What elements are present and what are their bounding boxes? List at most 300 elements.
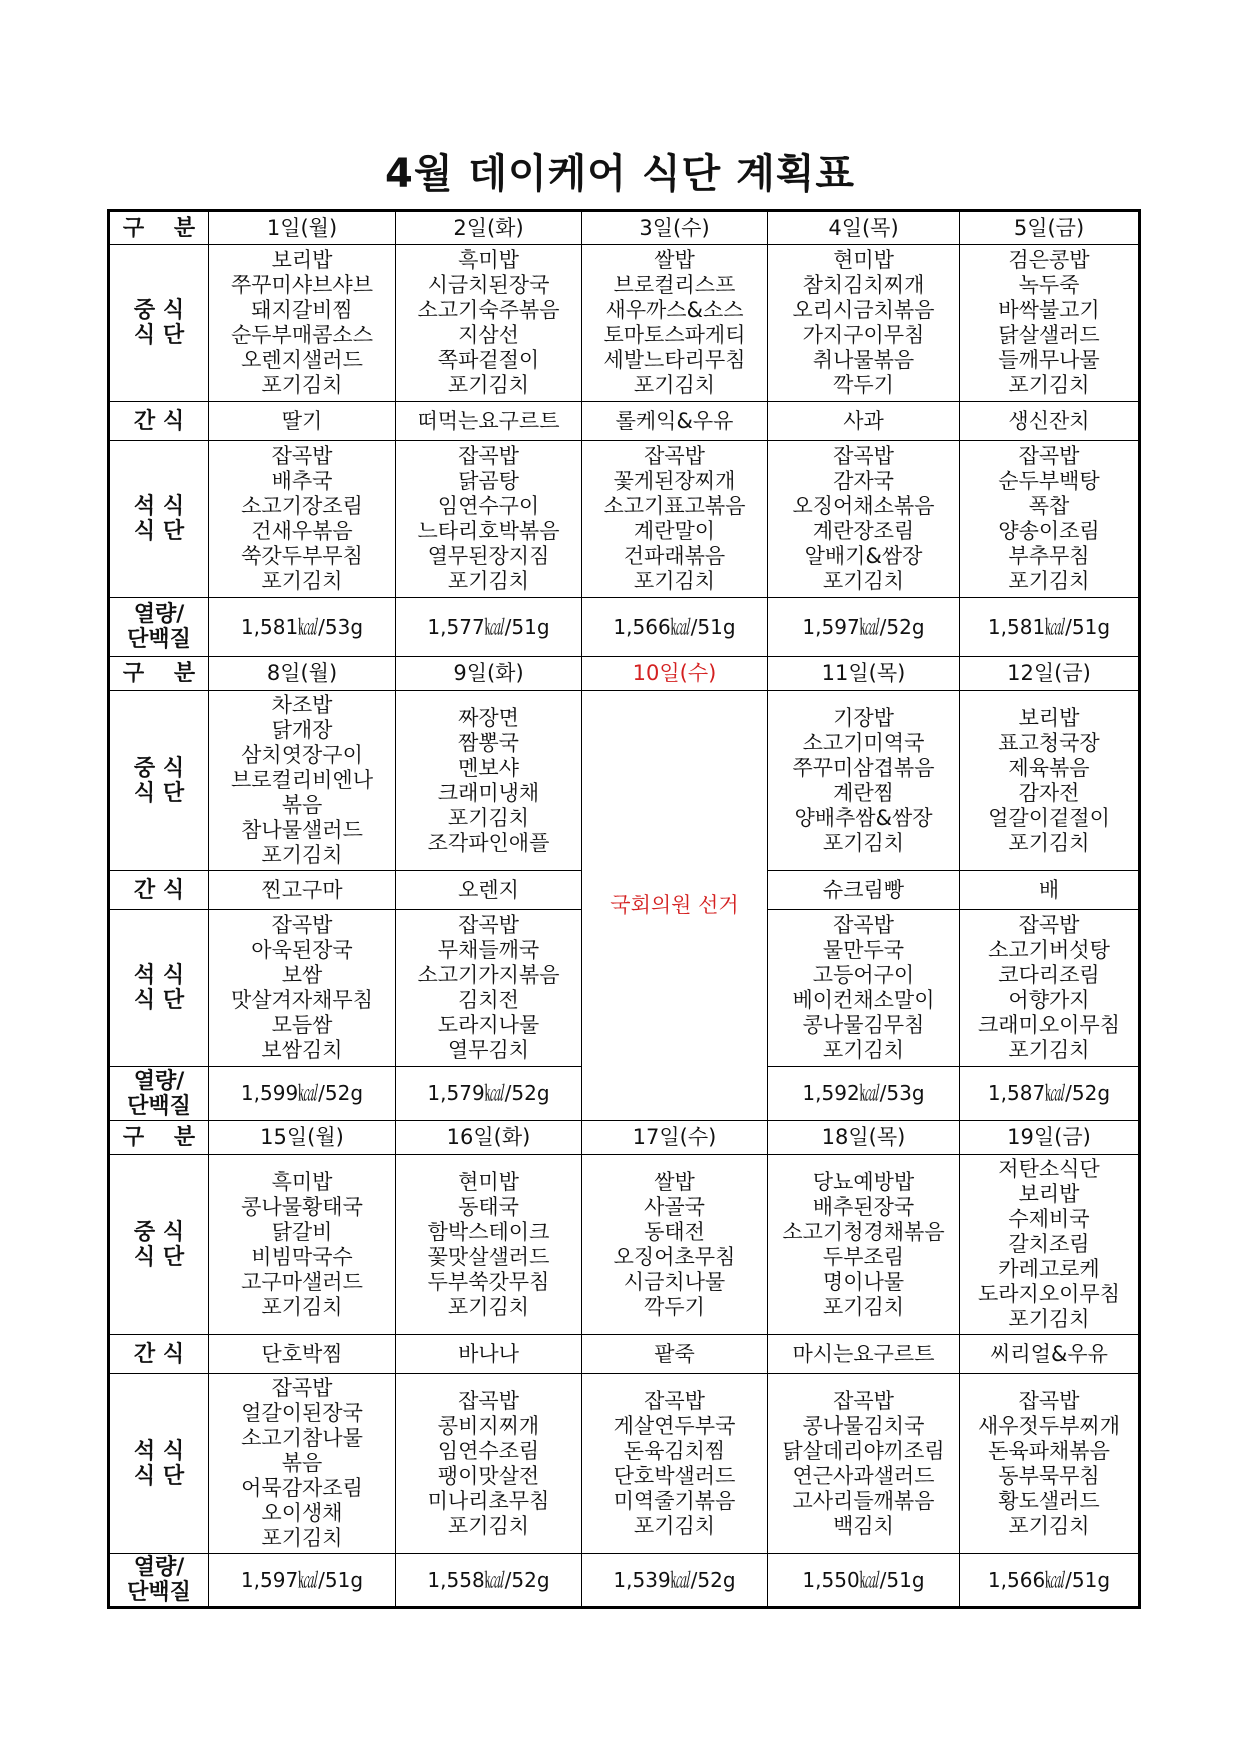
dinner-cell	[396, 910, 582, 1067]
menu-item: 소고기숙주볶음	[417, 298, 560, 322]
menu-item: 꽃맛살샐러드	[427, 1244, 550, 1269]
day-date: 2일(화)	[453, 215, 524, 240]
dinner-cell	[768, 910, 960, 1067]
snack-row	[109, 402, 1140, 441]
snack-value: 배	[1038, 877, 1060, 902]
menu-item: 삼치엿장구이	[241, 743, 363, 767]
day-date: 17일(수)	[632, 1125, 717, 1149]
dinner-cell	[582, 1374, 768, 1554]
menu-item: 닭살샐러드	[998, 323, 1100, 347]
snack-value: 오렌지	[458, 877, 519, 902]
menu-item: 명이나물	[822, 1269, 905, 1294]
snack-cell	[960, 402, 1140, 441]
menu-item: 연근사과샐러드	[792, 1463, 935, 1488]
day-date: 1일(월)	[266, 215, 338, 240]
nutrition-label	[109, 1554, 209, 1608]
menu-item: 포기김치	[633, 1513, 716, 1538]
lunch-row	[109, 245, 1140, 402]
menu-item: 포기김치	[633, 373, 716, 397]
menu-item: 잡곡밥	[833, 444, 894, 468]
menu-item: 계란말이	[633, 519, 716, 543]
menu-item: 미나리초무침	[427, 1488, 550, 1513]
lunch-label-text: 중 식	[133, 298, 185, 323]
nutrition-value: 1,599㎉/52g	[240, 1081, 364, 1105]
menu-item: 조각파인애플	[427, 830, 550, 855]
lunch-cell	[768, 245, 960, 402]
menu-item: 카레고로케	[998, 1257, 1100, 1281]
menu-item: 어향가지	[1008, 988, 1090, 1012]
menu-item: 포기김치	[822, 830, 905, 855]
menu-item: 부추무침	[1008, 544, 1090, 568]
lunch-label	[109, 691, 209, 871]
snack-value: 딸기	[281, 408, 323, 433]
day-date: 15일(월)	[260, 1125, 344, 1149]
menu-item: 사골국	[644, 1194, 705, 1219]
day-date: 9일(화)	[453, 661, 524, 685]
menu-item: 기장밥	[833, 705, 894, 730]
dinner-cell	[209, 1374, 396, 1554]
lunch-row	[109, 1155, 1140, 1335]
holiday-text: 국회의원 선거	[610, 893, 739, 917]
menu-item: 멘보샤	[458, 755, 519, 780]
dinner-label-text: 석 식	[133, 494, 185, 519]
day-header	[582, 1121, 768, 1155]
menu-item: 크래미냉채	[437, 780, 540, 805]
menu-item: 오이생채	[261, 1501, 343, 1525]
menu-item: 배추국	[271, 469, 333, 493]
day-header	[582, 211, 768, 245]
snack-label	[109, 1335, 209, 1374]
nutrition-cell	[396, 1067, 582, 1121]
day-header	[768, 1121, 960, 1155]
menu-item: 잡곡밥	[833, 1388, 894, 1413]
dinner-cell	[768, 1374, 960, 1554]
dinner-cell	[960, 441, 1140, 598]
day-header	[209, 657, 396, 691]
menu-item: 소고기장조림	[241, 494, 363, 518]
menu-item: 느타리호박볶음	[417, 519, 560, 543]
menu-item: 무채들깨국	[437, 938, 540, 962]
menu-item: 포기김치	[261, 1526, 343, 1550]
lunch-cell	[582, 245, 768, 402]
snack-row	[109, 1335, 1140, 1374]
menu-item: 두부조림	[822, 1244, 905, 1269]
nutrition-row	[109, 1554, 1140, 1608]
dinner-label-text: 식 단	[133, 1463, 185, 1489]
menu-item: 동태전	[644, 1219, 705, 1244]
menu-item: 잡곡밥	[644, 1388, 705, 1413]
menu-item: 쑥갓두부무침	[241, 544, 363, 568]
snack-label	[109, 871, 209, 910]
nutrition-value: 1,587㎉/52g	[987, 1081, 1111, 1105]
week-header-row	[109, 657, 1140, 691]
menu-item: 잡곡밥	[271, 444, 333, 468]
nutrition-cell	[768, 1067, 960, 1121]
menu-item: 포기김치	[261, 1294, 343, 1319]
menu-item: 잡곡밥	[644, 444, 705, 468]
menu-item: 콩나물김치국	[802, 1413, 925, 1438]
menu-item: 소고기버섯탕	[988, 938, 1110, 962]
menu-item: 브로컬리스프	[613, 273, 736, 297]
menu-item: 포기김치	[447, 373, 530, 397]
dinner-cell	[582, 441, 768, 598]
menu-item: 폭찹	[1028, 494, 1070, 518]
menu-item: 토마토스파게티	[603, 323, 746, 347]
menu-item: 포기김치	[447, 805, 530, 830]
menu-item: 미역줄기볶음	[613, 1488, 736, 1513]
menu-item: 보리밥	[271, 248, 333, 272]
nutrition-cell	[768, 598, 960, 657]
nutrition-value: 1,577㎉/51g	[427, 614, 550, 639]
menu-item: 계란장조림	[812, 519, 915, 543]
nutrition-cell	[396, 1554, 582, 1608]
menu-item: 계란찜	[833, 780, 894, 805]
menu-item: 닭개장	[271, 718, 333, 742]
snack-value: 생신잔치	[1008, 408, 1090, 433]
menu-item: 포기김치	[261, 569, 343, 593]
snack-cell	[396, 402, 582, 441]
menu-item: 알배기&쌈장	[804, 544, 923, 568]
menu-item: 볶음	[281, 1451, 323, 1475]
nutrition-cell	[209, 1554, 396, 1608]
menu-item: 순두부매콤소스	[230, 323, 373, 347]
snack-value: 롤케익&우유	[615, 408, 734, 433]
week-header-row	[109, 211, 1140, 245]
snack-value: 단호박찜	[261, 1341, 343, 1366]
menu-item: 포기김치	[447, 1513, 530, 1538]
holiday-cell	[582, 691, 768, 1121]
dinner-label	[109, 441, 209, 598]
snack-value: 바나나	[458, 1341, 519, 1366]
menu-item: 참치김치찌개	[802, 273, 925, 297]
menu-item: 포기김치	[447, 569, 530, 593]
dinner-row	[109, 1374, 1140, 1554]
lunch-cell	[582, 1155, 768, 1335]
menu-item: 모듬쌈	[271, 1013, 333, 1037]
menu-item: 포기김치	[1008, 1038, 1090, 1062]
day-header	[582, 657, 768, 691]
menu-item: 콩나물황태국	[241, 1194, 363, 1219]
menu-item: 함박스테이크	[427, 1219, 550, 1244]
menu-item: 동태국	[458, 1194, 519, 1219]
menu-item: 바싹불고기	[998, 298, 1100, 322]
lunch-label	[109, 245, 209, 402]
day-date: 12일(금)	[1007, 661, 1091, 685]
menu-item: 팽이맛살전	[437, 1463, 540, 1488]
day-header	[768, 657, 960, 691]
menu-item: 잡곡밥	[458, 913, 519, 937]
snack-cell	[582, 1335, 768, 1374]
menu-item: 새우까스&소스	[605, 298, 744, 322]
snack-cell	[209, 871, 396, 910]
menu-item: 포기김치	[633, 569, 716, 593]
lunch-cell	[396, 691, 582, 871]
menu-item: 동부묵무침	[998, 1463, 1100, 1488]
dinner-cell	[396, 1374, 582, 1554]
snack-value: 슈크림빵	[822, 877, 905, 902]
nutrition-cell	[209, 598, 396, 657]
day-date: 16일(화)	[446, 1125, 531, 1149]
lunch-row	[109, 691, 1140, 871]
lunch-cell	[209, 245, 396, 402]
menu-item: 보쌈	[281, 963, 323, 987]
menu-item: 포기김치	[822, 569, 905, 593]
menu-item: 저탄소식단	[998, 1157, 1100, 1181]
day-header	[960, 1121, 1140, 1155]
menu-item: 돼지갈비찜	[251, 298, 353, 322]
menu-item: 지삼선	[458, 323, 519, 347]
menu-item: 깍두기	[644, 1294, 705, 1319]
snack-label-text: 간 식	[133, 1341, 185, 1367]
menu-item: 현미밥	[833, 248, 894, 272]
nutrition-cell	[209, 1067, 396, 1121]
menu-item: 두부쑥갓무침	[427, 1269, 550, 1294]
nutrition-label-text: 단백질	[127, 1580, 191, 1605]
menu-item: 고등어구이	[812, 963, 915, 987]
menu-item: 돈육파채볶음	[988, 1438, 1110, 1463]
menu-item: 닭곰탕	[458, 469, 519, 493]
menu-item: 포기김치	[1008, 569, 1090, 593]
day-date: 4일(목)	[828, 215, 899, 240]
menu-item: 포기김치	[261, 373, 343, 397]
menu-item: 잡곡밥	[833, 913, 894, 937]
snack-cell	[209, 402, 396, 441]
menu-item: 비빔막국수	[251, 1244, 353, 1269]
menu-item: 짜장면	[458, 705, 519, 730]
snack-cell	[768, 402, 960, 441]
menu-item: 소고기표고볶음	[603, 494, 746, 518]
snack-value: 사과	[843, 408, 884, 433]
menu-item: 포기김치	[822, 1038, 905, 1062]
menu-item: 가지구이무침	[802, 323, 925, 347]
nutrition-value: 1,539㎉/52g	[613, 1567, 736, 1592]
snack-label-text: 간 식	[133, 408, 185, 434]
menu-item: 쭈꾸미샤브샤브	[230, 273, 373, 297]
menu-item: 짬뽕국	[458, 730, 519, 755]
snack-cell	[960, 1335, 1140, 1374]
menu-item: 양배추쌈&쌈장	[794, 805, 933, 830]
snack-cell	[209, 1335, 396, 1374]
nutrition-cell	[960, 1554, 1140, 1608]
snack-value: 마시는요구르트	[792, 1341, 935, 1366]
menu-item: 잡곡밥	[458, 1388, 519, 1413]
menu-item: 순두부백탕	[998, 469, 1100, 493]
lunch-cell	[209, 1155, 396, 1335]
snack-label-text: 간 식	[133, 877, 185, 903]
snack-cell	[768, 1335, 960, 1374]
menu-item: 잡곡밥	[1018, 1388, 1080, 1413]
dinner-label	[109, 910, 209, 1067]
menu-item: 잡곡밥	[271, 913, 333, 937]
menu-item: 소고기참나물	[241, 1426, 363, 1450]
menu-item: 잡곡밥	[1018, 913, 1080, 937]
menu-item: 아욱된장국	[251, 938, 353, 962]
snack-value: 떠먹는요구르트	[417, 408, 560, 433]
menu-item: 감자전	[1018, 780, 1080, 805]
snack-cell	[960, 871, 1140, 910]
menu-item: 검은콩밥	[1008, 248, 1090, 272]
menu-item: 물만두국	[822, 938, 905, 962]
menu-item: 갈치조림	[1008, 1232, 1090, 1256]
menu-item: 단호박샐러드	[613, 1463, 736, 1488]
division-label-text: 구 분	[122, 1125, 196, 1150]
lunch-cell	[960, 1155, 1140, 1335]
snack-value: 팥죽	[654, 1341, 695, 1366]
lunch-label-text: 식 단	[133, 323, 185, 348]
snack-cell	[396, 871, 582, 910]
division-label	[109, 211, 209, 245]
menu-item: 녹두죽	[1018, 273, 1080, 297]
dinner-cell	[960, 1374, 1140, 1554]
menu-item: 쭈꾸미삼겹볶음	[792, 755, 935, 780]
menu-item: 맛살겨자채무침	[230, 988, 373, 1012]
nutrition-value: 1,597㎉/52g	[802, 614, 925, 639]
lunch-cell	[768, 1155, 960, 1335]
day-date: 8일(월)	[266, 661, 338, 685]
day-date: 18일(목)	[821, 1125, 906, 1149]
menu-item: 제육볶음	[1008, 755, 1090, 780]
menu-item: 포기김치	[261, 843, 343, 867]
menu-item: 포기김치	[1008, 373, 1090, 397]
nutrition-value: 1,566㎉/51g	[613, 614, 736, 639]
nutrition-label	[109, 598, 209, 657]
menu-item: 백김치	[833, 1513, 894, 1538]
menu-item: 시금치된장국	[427, 273, 550, 297]
dinner-cell	[960, 910, 1140, 1067]
snack-value: 찐고구마	[261, 877, 343, 902]
menu-item: 볶음	[281, 793, 323, 817]
menu-item: 포기김치	[822, 1294, 905, 1319]
meal-plan-table	[107, 209, 1141, 1609]
menu-item: 건새우볶음	[251, 519, 353, 543]
menu-item: 차조밥	[271, 693, 333, 717]
menu-item: 임연수조림	[437, 1438, 540, 1463]
menu-item: 열무김치	[447, 1038, 530, 1062]
menu-item: 잡곡밥	[271, 1376, 333, 1400]
dinner-label	[109, 1374, 209, 1554]
lunch-cell	[396, 245, 582, 402]
snack-label	[109, 402, 209, 441]
dinner-label-text: 석 식	[133, 1438, 185, 1464]
lunch-label	[109, 1155, 209, 1335]
menu-item: 얼갈이된장국	[241, 1401, 363, 1425]
menu-item: 포기김치	[1008, 1307, 1090, 1331]
dinner-label-text: 식 단	[133, 988, 185, 1013]
menu-item: 콩나물김무침	[802, 1013, 925, 1037]
day-header	[960, 211, 1140, 245]
day-date: 10일(수)	[632, 661, 717, 685]
menu-item: 닭갈비	[271, 1219, 333, 1244]
division-label	[109, 657, 209, 691]
lunch-cell	[960, 691, 1140, 871]
menu-item: 콩비지찌개	[437, 1413, 540, 1438]
menu-item: 표고청국장	[998, 730, 1100, 755]
day-date: 19일(금)	[1007, 1125, 1091, 1149]
menu-item: 당뇨예방밥	[812, 1169, 915, 1194]
nutrition-label-text: 열량/	[133, 1555, 185, 1580]
menu-item: 고사리들깨볶음	[792, 1488, 935, 1513]
menu-item: 포기김치	[447, 1294, 530, 1319]
day-date: 5일(금)	[1013, 215, 1085, 240]
dinner-cell	[209, 441, 396, 598]
menu-item: 포기김치	[1008, 830, 1090, 855]
day-header	[768, 211, 960, 245]
nutrition-label-text: 단백질	[127, 627, 191, 652]
nutrition-label-text: 단백질	[127, 1093, 191, 1119]
menu-item: 황도샐러드	[998, 1488, 1100, 1513]
menu-item: 취나물볶음	[812, 348, 915, 372]
menu-item: 참나물샐러드	[241, 818, 363, 842]
snack-cell	[582, 402, 768, 441]
menu-item: 오징어채소볶음	[792, 494, 935, 518]
nutrition-value: 1,566㎉/51g	[987, 1567, 1111, 1592]
menu-item: 오징어초무침	[613, 1244, 736, 1269]
nutrition-cell	[768, 1554, 960, 1608]
menu-item: 흑미밥	[458, 248, 519, 272]
menu-item: 보리밥	[1018, 705, 1080, 730]
nutrition-label	[109, 1067, 209, 1121]
dinner-cell	[209, 910, 396, 1067]
menu-item: 돈육김치찜	[623, 1438, 726, 1463]
menu-item: 김치전	[458, 988, 519, 1012]
nutrition-cell	[582, 1554, 768, 1608]
dinner-cell	[768, 441, 960, 598]
menu-item: 쪽파겉절이	[437, 348, 540, 372]
nutrition-value: 1,592㎉/53g	[802, 1081, 925, 1105]
dinner-cell	[396, 441, 582, 598]
menu-item: 보쌈김치	[261, 1038, 343, 1062]
nutrition-value: 1,550㎉/51g	[802, 1567, 925, 1592]
nutrition-value: 1,597㎉/51g	[240, 1567, 364, 1592]
nutrition-value: 1,581㎉/53g	[240, 614, 364, 639]
day-date: 3일(수)	[639, 215, 710, 240]
menu-item: 건파래볶음	[623, 544, 726, 568]
menu-item: 쌀밥	[654, 1169, 695, 1194]
menu-item: 새우젓두부찌개	[977, 1413, 1120, 1438]
menu-item: 세발느타리무침	[603, 348, 746, 372]
menu-item: 보리밥	[1018, 1182, 1080, 1206]
menu-item: 현미밥	[458, 1169, 519, 1194]
day-header	[396, 657, 582, 691]
menu-item: 고구마샐러드	[241, 1269, 363, 1294]
lunch-label-text: 중 식	[133, 1219, 185, 1245]
nutrition-value: 1,558㎉/52g	[427, 1567, 550, 1592]
nutrition-cell	[960, 1067, 1140, 1121]
nutrition-value: 1,581㎉/51g	[987, 614, 1111, 639]
menu-item: 브로컬리비엔나	[230, 768, 373, 792]
menu-item: 잡곡밥	[458, 444, 519, 468]
lunch-cell	[768, 691, 960, 871]
menu-item: 소고기청경채볶음	[782, 1219, 945, 1244]
dinner-row	[109, 441, 1140, 598]
lunch-label-text: 식 단	[133, 780, 185, 806]
menu-item: 잡곡밥	[1018, 444, 1080, 468]
page-title: 4월 데이케어 식단 계획표	[384, 151, 855, 197]
nutrition-cell	[960, 598, 1140, 657]
menu-item: 양송이조림	[998, 519, 1100, 543]
lunch-cell	[960, 245, 1140, 402]
menu-item: 소고기가지볶음	[417, 963, 560, 987]
menu-item: 깍두기	[833, 373, 894, 397]
nutrition-value: 1,579㎉/52g	[427, 1081, 550, 1105]
day-header	[209, 211, 396, 245]
menu-item: 배추된장국	[812, 1194, 915, 1219]
menu-item: 어묵감자조림	[241, 1476, 363, 1500]
menu-item: 수제비국	[1008, 1207, 1090, 1231]
day-header	[396, 1121, 582, 1155]
menu-item: 임연수구이	[437, 494, 540, 518]
menu-item: 코다리조림	[998, 963, 1100, 987]
